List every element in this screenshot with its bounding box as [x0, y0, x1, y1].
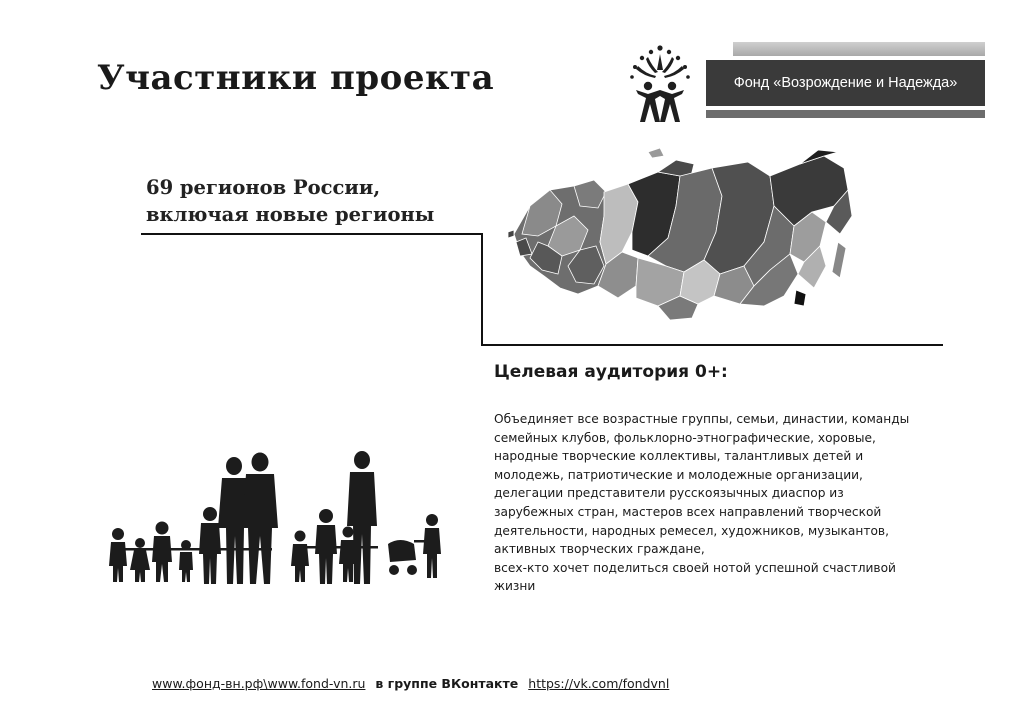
description-line: делегации представители русскоязычных диаспор из	[494, 486, 844, 501]
footer	[152, 676, 669, 691]
regions-heading	[146, 174, 434, 228]
description-line: всех-кто хочет поделиться своей нотой успешной счастливой	[494, 560, 896, 575]
description-line: народные творческие коллективы, талантливых детей и	[494, 449, 864, 464]
divider-line-bottom	[481, 344, 943, 346]
description-line: Объединяет все возрастные группы, семьи, династии, команды	[494, 412, 910, 426]
divider-line-vertical	[481, 233, 483, 346]
banner-underline	[706, 110, 985, 118]
audience-heading: Целевая аудитория 0+:	[494, 362, 728, 382]
description-line: зарубежных стран, мастеров всех направлений творческой	[494, 504, 882, 519]
regions-line-2: включая новые регионы	[146, 203, 435, 226]
audience-description	[494, 410, 934, 596]
russia-regions-map-icon	[508, 146, 854, 334]
footer-vk-label: в группе ВКонтакте	[375, 676, 519, 691]
family-silhouettes-icon	[100, 448, 450, 588]
description-line: семейных клубов, фольклорно-этнографические, хоровые,	[494, 430, 876, 445]
regions-line-1: 69 регионов России,	[146, 176, 381, 199]
banner-stripe	[733, 42, 985, 56]
description-line: молодежь, патриотические и молодежные организации,	[494, 467, 863, 482]
site-links[interactable]: www.фонд-вн.рф\www.fond-vn.ru	[152, 676, 366, 691]
description-line: активных творческих граждане,	[494, 542, 705, 557]
foundation-banner	[706, 60, 985, 106]
divider-line-top	[141, 233, 483, 235]
vk-link[interactable]: https://vk.com/fondvnl	[528, 676, 670, 691]
description-line: деятельности, народных ремесел, художников, музыкантов,	[494, 523, 889, 538]
family-tree-logo-icon	[618, 42, 702, 124]
foundation-name: Фонд «Возрождение и Надежда»	[733, 75, 958, 91]
page-title: Участники проекта	[97, 58, 495, 98]
description-line: жизни	[494, 579, 536, 594]
